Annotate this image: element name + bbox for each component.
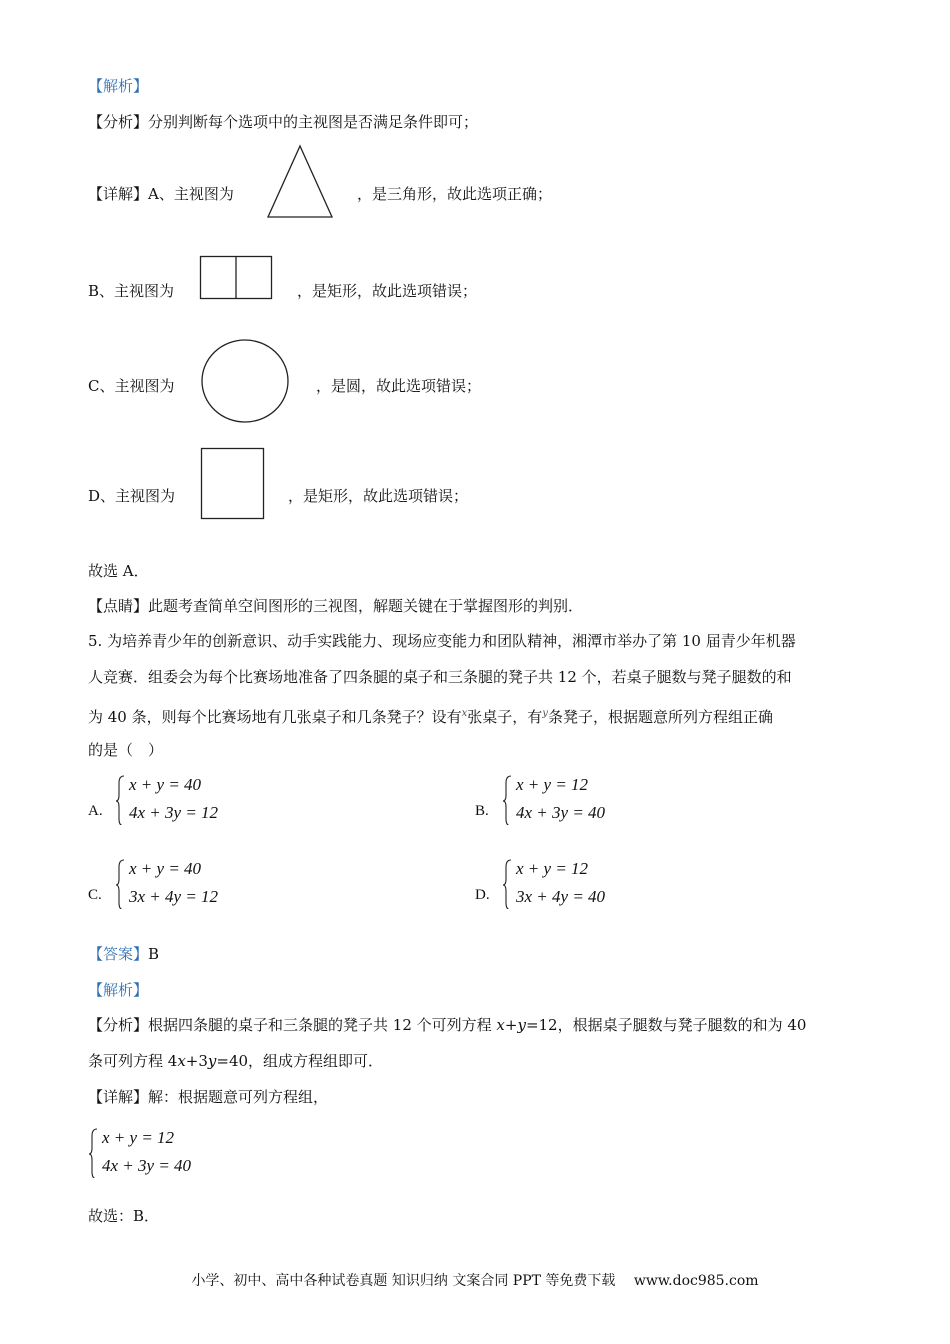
answer-xiangjie-tag: 【详解】 xyxy=(88,1088,149,1106)
answer-system xyxy=(88,1128,228,1184)
answer-fenxi-l1b: =12，根据桌子腿数与凳子腿数的和为 40 xyxy=(525,1016,807,1034)
brace-icon xyxy=(115,859,125,909)
circle-front-view xyxy=(200,338,290,424)
answer-xiangjie-text: 解：根据题意可列方程组， xyxy=(148,1088,329,1106)
option-a-suffix: ，是三角形，故此选项正确； xyxy=(357,185,553,203)
triangle-front-view xyxy=(266,144,334,220)
jiexi-heading-2: 【解析】 xyxy=(88,981,149,999)
question5-line3-a: 为 40 条，则每个比赛场地有几张桌子和几条凳子？设有 xyxy=(88,708,462,726)
option-b-eq2: 4x + 3y = 40 xyxy=(516,803,606,822)
dianjing-text: 此题考查简单空间图形的三视图，解题关键在于掌握图形的判别． xyxy=(148,597,584,615)
brace-icon xyxy=(115,775,125,825)
option-b-suffix: ，是矩形，故此选项错误； xyxy=(297,282,478,300)
answer-xiangjie-line xyxy=(88,1087,328,1107)
option-d-eq1: x + y = 12 xyxy=(516,859,589,878)
brace-icon xyxy=(502,775,512,825)
var-y: y xyxy=(542,708,548,719)
option-d-label: D. xyxy=(475,887,490,903)
question5-line3-c: 条凳子，根据题意所列方程组正确 xyxy=(547,708,773,726)
daan-value: B xyxy=(148,945,160,963)
answer-fenxi-l1a: 根据四条腿的桌子和三条腿的凳子共 12 个可列方程 xyxy=(148,1016,497,1034)
option-b-eq1: x + y = 12 xyxy=(516,775,589,794)
option-a-eq2: 4x + 3y = 12 xyxy=(129,803,219,822)
answer-fenxi-l1-eq: x+y xyxy=(496,1016,526,1034)
dianjing-line xyxy=(88,596,583,616)
brace-icon xyxy=(502,859,512,909)
question5-line4: 的是（ ） xyxy=(88,741,164,759)
option-b-label: B. xyxy=(475,803,489,819)
answer-fenxi-l2c: =40，组成方程组即可． xyxy=(216,1052,384,1070)
var-x: x xyxy=(461,708,468,719)
answer-fenxi-l2b: +3 xyxy=(185,1052,208,1070)
answer-eq2: 4x + 3y = 40 xyxy=(102,1156,192,1175)
answer-fenxi-l2-y: y xyxy=(207,1052,217,1070)
answer-eq1: x + y = 12 xyxy=(102,1128,175,1147)
answer-fenxi-l2a: 条可列方程 4 xyxy=(88,1052,178,1070)
daan-tag: 【答案】 xyxy=(88,945,149,963)
answer-fenxi-tag: 【分析】 xyxy=(88,1016,149,1034)
option-b-system[interactable] xyxy=(502,775,642,831)
brace-icon xyxy=(88,1128,98,1178)
fenxi-tag: 【分析】 xyxy=(88,113,149,131)
option-d-eq2: 3x + 4y = 40 xyxy=(516,887,606,906)
fenxi-line xyxy=(88,112,478,132)
option-d-prefix: D、主视图为 xyxy=(88,487,176,505)
option-a-prefix: A、主视图为 xyxy=(148,185,234,203)
answer-fenxi-line1 xyxy=(88,1015,806,1035)
option-d-system[interactable] xyxy=(502,859,642,915)
answer-line xyxy=(88,944,159,964)
option-c-eq1: x + y = 40 xyxy=(129,859,202,878)
question5-line3-b: 张桌子，有 xyxy=(467,708,543,726)
option-c-suffix: ，是圆，故此选项错误； xyxy=(316,377,482,395)
option-a-line xyxy=(88,184,234,204)
fenxi-text: 分别判断每个选项中的主视图是否满足条件即可； xyxy=(148,113,479,131)
option-a-system[interactable] xyxy=(115,775,255,831)
choose-a: 故选 A． xyxy=(88,562,149,580)
option-a-label: A. xyxy=(88,803,103,819)
jiexi-heading: 【解析】 xyxy=(88,77,149,95)
answer-fenxi-line2 xyxy=(88,1051,383,1071)
xiangjie-tag: 【详解】 xyxy=(88,185,149,203)
answer-fenxi-l2-x: x xyxy=(177,1052,186,1070)
page-footer: 小学、初中、高中各种试卷真题 知识归纳 文案合同 PPT 等免费下载 www.doc985.com xyxy=(191,1273,759,1289)
question5-line3 xyxy=(88,704,773,727)
dianjing-tag: 【点睛】 xyxy=(88,597,149,615)
question5-line2: 人竞赛．组委会为每个比赛场地准备了四条腿的桌子和三条腿的凳子共 12 个，若桌子腿数与凳子腿数的和 xyxy=(88,668,792,686)
option-d-suffix: ，是矩形，故此选项错误； xyxy=(288,487,469,505)
question5-line1: 5. 为培养青少年的创新意识、动手实践能力、现场应变能力和团队精神，湘潭市举办了第 10 届青少年机器 xyxy=(88,632,796,650)
rectangle-split-front-view xyxy=(199,255,273,301)
option-c-prefix: C、主视图为 xyxy=(88,377,175,395)
option-c-eq2: 3x + 4y = 12 xyxy=(129,887,219,906)
option-c-label: C. xyxy=(88,887,102,903)
option-a-eq1: x + y = 40 xyxy=(129,775,202,794)
rectangle-front-view xyxy=(200,447,266,521)
option-b-prefix: B、主视图为 xyxy=(88,282,175,300)
option-c-system[interactable] xyxy=(115,859,255,915)
answer-choose: 故选：B． xyxy=(88,1207,160,1225)
